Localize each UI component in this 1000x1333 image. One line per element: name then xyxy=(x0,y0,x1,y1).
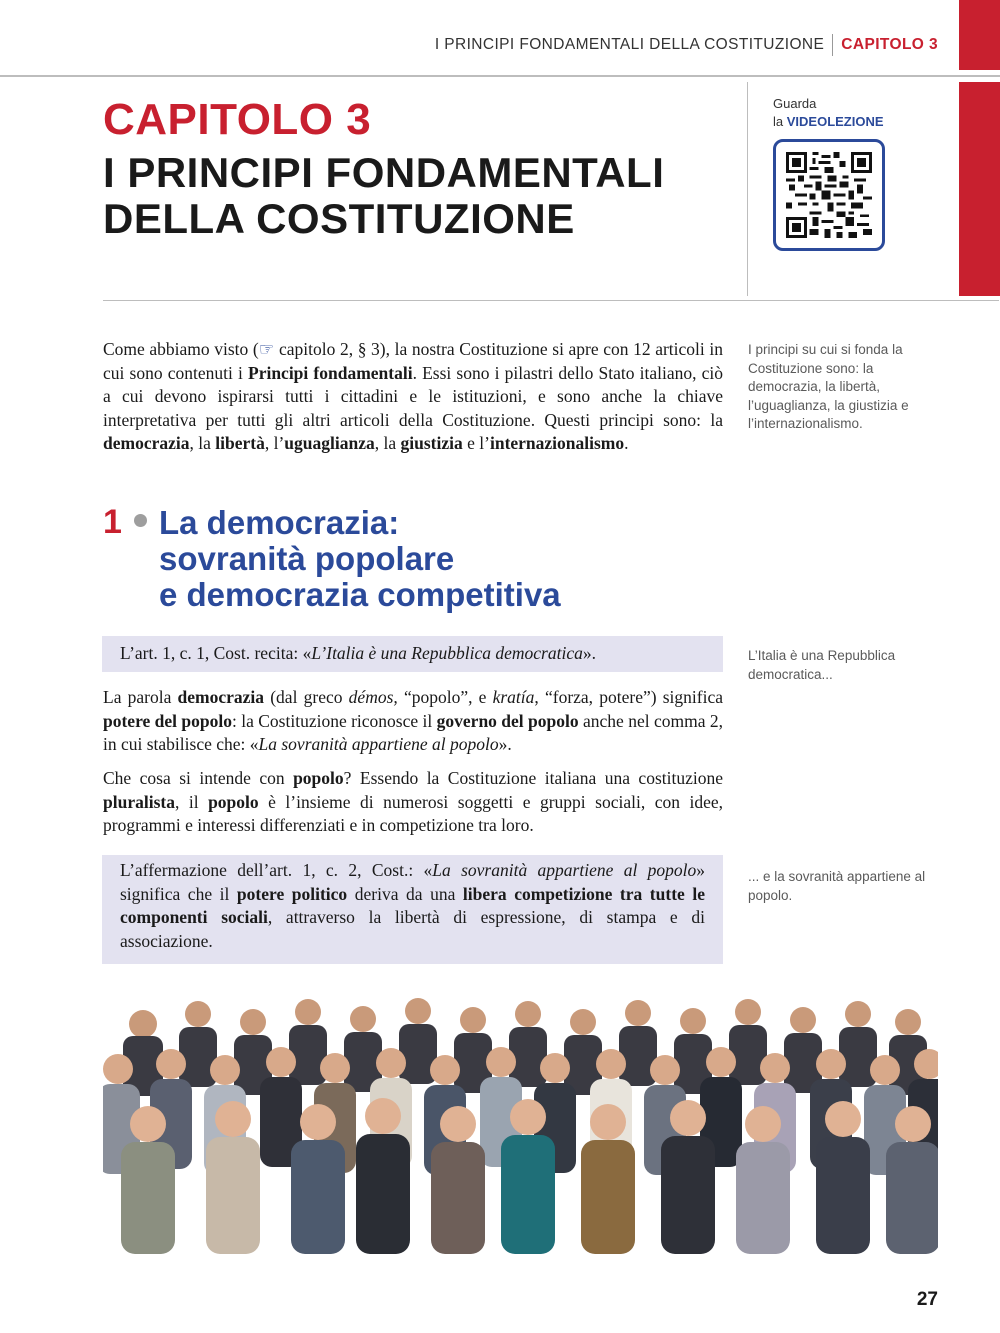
para-text: è l’insieme di numerosi soggetti e gruppi sociali, con idee, programmi e interessi differenziati e in competizione tra loro. xyxy=(103,791,723,835)
video-lesson-line2 xyxy=(773,113,884,131)
qr-code-icon xyxy=(786,152,872,238)
section-bullet xyxy=(134,514,147,527)
para-text: La parola xyxy=(103,687,178,707)
box-text: deriva da una xyxy=(347,883,463,904)
para-italic: kratía xyxy=(492,687,535,707)
page-number: 27 xyxy=(916,1289,938,1310)
margin-note-republic: L’Italia è una Repubblica democratica... xyxy=(748,648,896,682)
section-title-line3: e democrazia competitiva xyxy=(159,576,561,613)
header-rule xyxy=(0,75,1000,77)
intro-bold: internazionalismo xyxy=(489,433,625,453)
box-bold: potere politico xyxy=(236,883,348,904)
para-bold: potere del popolo xyxy=(103,710,232,731)
para-bold: popolo xyxy=(208,791,259,812)
pointing-hand-icon[interactable]: ☞ xyxy=(258,339,275,359)
video-lesson-line1: Guarda xyxy=(773,96,817,111)
box-bold: libera competizione tra tutte le componenti sociali xyxy=(120,883,705,927)
para-text: , “forza, potere”) significa xyxy=(534,687,723,707)
intro-text: Come abbiamo visto ( xyxy=(103,339,259,359)
intro-bold: libertà xyxy=(215,433,265,453)
box-italic: L’Italia è una Repubblica democratica xyxy=(311,643,583,663)
intro-bold: Principi fondamentali xyxy=(248,362,413,383)
para-bold: governo del popolo xyxy=(436,710,579,731)
intro-text: e l’ xyxy=(462,433,490,453)
running-header-separator xyxy=(832,34,833,56)
running-header-title: I PRINCIPI FONDAMENTALI DELLA COSTITUZIONE xyxy=(434,36,825,53)
paragraph-democrazia xyxy=(103,686,723,757)
section-number: 1 xyxy=(103,503,122,541)
section-title-line2: sovranità popolare xyxy=(159,540,455,577)
para-text: Che cosa si intende con xyxy=(103,768,294,788)
margin-note-principles: I principi su cui si fonda la Costituzione sono: la democrazia, la libertà, l’uguaglianza, la giustizia e l’internazionalismo. xyxy=(748,342,909,431)
para-bold: democrazia xyxy=(177,687,265,707)
running-header xyxy=(435,34,938,56)
running-header-chapter: CAPITOLO 3 xyxy=(841,36,938,53)
chapter-tab-top xyxy=(959,0,1000,70)
box-text: » significa che il xyxy=(120,860,706,904)
highlight-box-sovranita xyxy=(102,855,723,964)
intro-bold: giustizia xyxy=(400,433,463,453)
para-italic: La sovranità appartiene al popolo xyxy=(258,734,499,754)
video-lesson-callout[interactable] xyxy=(773,95,884,131)
para-italic: démos, xyxy=(348,687,398,707)
title-divider-vertical xyxy=(747,82,748,296)
box-text: , attraverso la libertà di espressione, di stampa e di associazione. xyxy=(120,907,705,951)
intro-text: , la xyxy=(374,433,401,453)
section-title-line1: La democrazia: xyxy=(159,504,400,541)
qr-code[interactable] xyxy=(773,139,885,251)
intro-text: , l’ xyxy=(264,433,285,453)
section-title xyxy=(159,505,561,613)
box-italic: La sovranità appartiene al popolo xyxy=(432,860,697,880)
intro-bold: democrazia xyxy=(103,433,190,453)
box-text: L’art. 1, c. 1, Cost. recita: « xyxy=(120,643,312,663)
para-text: ? Essendo la Costituzione italiana una costituzione xyxy=(343,768,723,788)
para-text: (dal greco xyxy=(264,687,349,707)
chapter-tab-side xyxy=(959,82,1000,296)
chapter-title-line2: DELLA COSTITUZIONE xyxy=(103,195,575,242)
para-text: ». xyxy=(498,734,512,754)
intro-text: . xyxy=(624,433,629,453)
group-photo xyxy=(103,984,938,1254)
chapter-title-line1: I PRINCIPI FONDAMENTALI xyxy=(103,149,665,196)
paragraph-popolo xyxy=(103,767,723,838)
para-bold: pluralista xyxy=(103,791,175,812)
margin-note-sovranita: ... e la sovranità appartiene al popolo. xyxy=(748,869,926,903)
box-text: ». xyxy=(582,643,596,663)
para-text: : la Costituzione riconosce il xyxy=(232,710,437,731)
video-lesson-prefix: la xyxy=(773,114,787,129)
para-text: “popolo”, e xyxy=(397,687,493,707)
highlight-box-art1 xyxy=(102,636,723,672)
intro-paragraph xyxy=(103,338,723,456)
chapter-title xyxy=(103,150,743,242)
intro-text: capitolo 2, § 3), la nostra Costituzione si apre con 12 articoli in cui sono contenuti i xyxy=(103,339,723,383)
chapter-label: CAPITOLO 3 xyxy=(103,95,372,144)
intro-bold: uguaglianza xyxy=(284,433,375,453)
group-photo-illustration xyxy=(103,984,938,1254)
intro-text: , la xyxy=(189,433,216,453)
video-lesson-link[interactable]: VIDEOLEZIONE xyxy=(786,114,884,129)
para-bold: popolo xyxy=(293,768,344,788)
title-divider xyxy=(103,300,999,301)
para-text: anche nel comma 2, in cui stabilisce che: « xyxy=(103,710,723,754)
intro-text: . Essi sono i pilastri dello Stato italiano, ciò a cui devono ispirarsi tutti i cittadini e le istituzioni, e sono anche la chiave interpretativa per tutti gli altri articoli della Costituzione. Questi principi sono: la xyxy=(103,362,723,430)
box-text: L’affermazione dell’art. 1, c. 2, Cost.: « xyxy=(120,860,433,880)
para-text: , il xyxy=(174,791,209,812)
